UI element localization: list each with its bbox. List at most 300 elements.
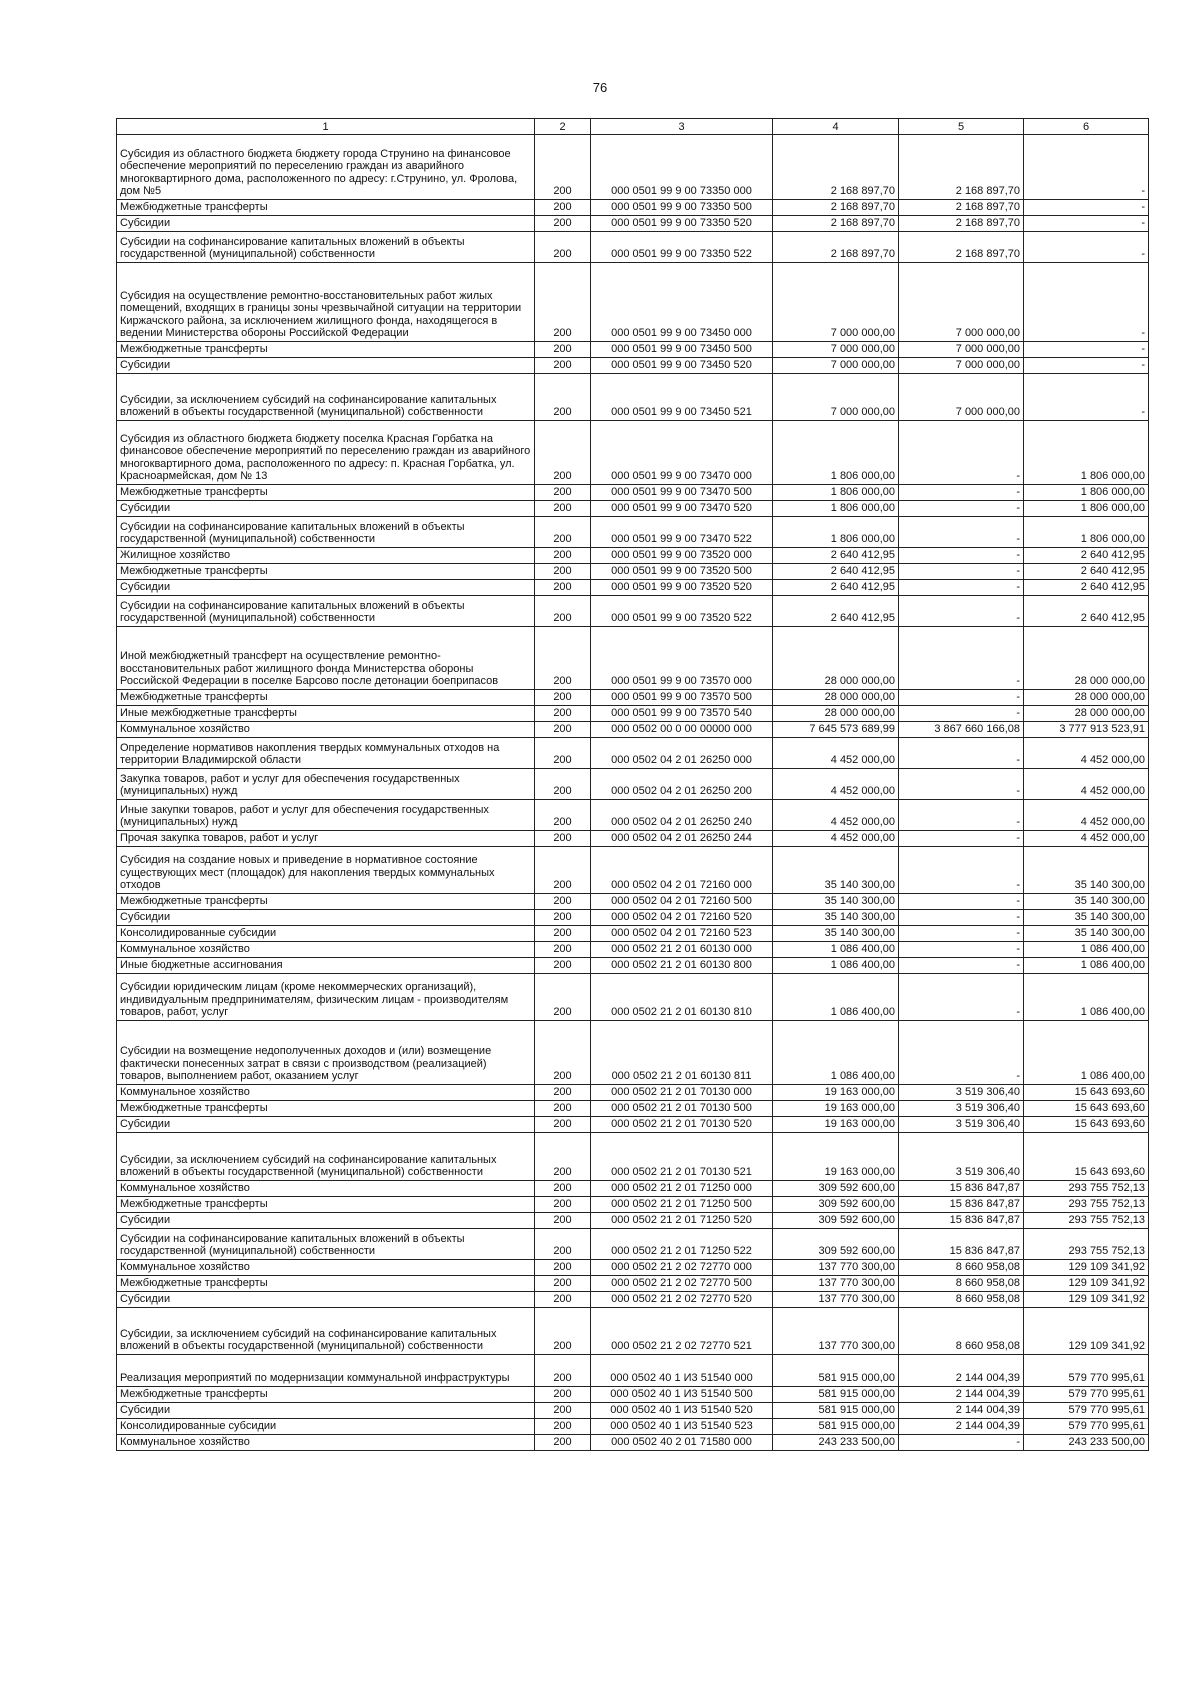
row-code: 000 0502 21 2 02 72770 000 xyxy=(591,1260,773,1276)
row-code: 000 0501 99 9 00 73450 521 xyxy=(591,374,773,421)
row-name: Субсидии на софинансирование капитальных вложений в объекты государственной (муниципальной) собственности xyxy=(117,1229,535,1260)
row-column-2: 200 xyxy=(535,1021,591,1085)
row-amount-4: 28 000 000,00 xyxy=(773,627,899,690)
table-row xyxy=(117,942,1149,958)
row-name: Межбюджетные трансферты xyxy=(117,1387,535,1403)
row-amount-4: 2 168 897,70 xyxy=(773,216,899,232)
row-amount-5: 2 144 004,39 xyxy=(899,1387,1024,1403)
row-amount-6: 1 806 000,00 xyxy=(1024,421,1149,485)
row-amount-5: 2 144 004,39 xyxy=(899,1403,1024,1419)
row-amount-4: 4 452 000,00 xyxy=(773,831,899,847)
row-column-2: 200 xyxy=(535,738,591,769)
row-amount-4: 2 640 412,95 xyxy=(773,548,899,564)
row-amount-4: 35 140 300,00 xyxy=(773,847,899,894)
row-name: Субсидии xyxy=(117,358,535,374)
table-row xyxy=(117,342,1149,358)
row-amount-5: - xyxy=(899,580,1024,596)
row-column-2: 200 xyxy=(535,1308,591,1355)
row-amount-4: 1 086 400,00 xyxy=(773,1021,899,1085)
row-code: 000 0502 40 2 01 71580 000 xyxy=(591,1435,773,1451)
row-amount-4: 1 806 000,00 xyxy=(773,501,899,517)
row-column-2: 200 xyxy=(535,564,591,580)
table-row xyxy=(117,831,1149,847)
row-amount-6: - xyxy=(1024,358,1149,374)
table-row xyxy=(117,722,1149,738)
row-column-2: 200 xyxy=(535,216,591,232)
table-row xyxy=(117,1276,1149,1292)
row-column-2: 200 xyxy=(535,1419,591,1435)
row-amount-4: 7 000 000,00 xyxy=(773,374,899,421)
table-row xyxy=(117,1229,1149,1260)
table-row xyxy=(117,1403,1149,1419)
row-column-2: 200 xyxy=(535,1117,591,1133)
row-name: Межбюджетные трансферты xyxy=(117,564,535,580)
row-column-2: 200 xyxy=(535,485,591,501)
row-column-2: 200 xyxy=(535,926,591,942)
row-code: 000 0502 21 2 01 71250 000 xyxy=(591,1181,773,1197)
row-code: 000 0502 21 2 01 70130 000 xyxy=(591,1085,773,1101)
row-amount-6: 28 000 000,00 xyxy=(1024,627,1149,690)
table-row xyxy=(117,485,1149,501)
row-amount-5: - xyxy=(899,596,1024,627)
row-amount-5: 7 000 000,00 xyxy=(899,374,1024,421)
row-name: Консолидированные субсидии xyxy=(117,926,535,942)
row-code: 000 0502 04 2 01 72160 000 xyxy=(591,847,773,894)
header-col-6: 6 xyxy=(1024,119,1149,135)
row-name: Коммунальное хозяйство xyxy=(117,1435,535,1451)
row-amount-4: 2 168 897,70 xyxy=(773,135,899,200)
row-amount-6: - xyxy=(1024,374,1149,421)
table-row xyxy=(117,564,1149,580)
row-name: Коммунальное хозяйство xyxy=(117,1181,535,1197)
row-amount-4: 7 000 000,00 xyxy=(773,358,899,374)
table-row xyxy=(117,910,1149,926)
row-amount-4: 309 592 600,00 xyxy=(773,1181,899,1197)
row-code: 000 0501 99 9 00 73520 000 xyxy=(591,548,773,564)
row-amount-6: 579 770 995,61 xyxy=(1024,1355,1149,1387)
row-code: 000 0501 99 9 00 73520 500 xyxy=(591,564,773,580)
row-amount-5: - xyxy=(899,548,1024,564)
page-number: 76 xyxy=(592,80,608,95)
row-amount-4: 137 770 300,00 xyxy=(773,1308,899,1355)
row-amount-6: 35 140 300,00 xyxy=(1024,926,1149,942)
row-name: Субсидии на возмещение недополученных доходов и (или) возмещение фактически понесенных затрат в связи с производством (реализацией) товаров, выполнением работ, оказанием услуг xyxy=(117,1021,535,1085)
row-amount-4: 19 163 000,00 xyxy=(773,1101,899,1117)
table-row xyxy=(117,800,1149,831)
row-amount-4: 7 000 000,00 xyxy=(773,342,899,358)
row-amount-4: 7 000 000,00 xyxy=(773,263,899,342)
row-amount-4: 581 915 000,00 xyxy=(773,1419,899,1435)
row-amount-6: 35 140 300,00 xyxy=(1024,894,1149,910)
row-code: 000 0502 00 0 00 00000 000 xyxy=(591,722,773,738)
row-amount-6: 2 640 412,95 xyxy=(1024,548,1149,564)
row-code: 000 0502 40 1 И3 51540 520 xyxy=(591,1403,773,1419)
table-row xyxy=(117,421,1149,485)
row-column-2: 200 xyxy=(535,501,591,517)
table-row xyxy=(117,706,1149,722)
row-name: Коммунальное хозяйство xyxy=(117,1085,535,1101)
row-amount-6: 579 770 995,61 xyxy=(1024,1419,1149,1435)
row-code: 000 0502 04 2 01 72160 520 xyxy=(591,910,773,926)
row-amount-5: 2 168 897,70 xyxy=(899,200,1024,216)
row-column-2: 200 xyxy=(535,958,591,974)
row-amount-6: - xyxy=(1024,216,1149,232)
row-amount-5: - xyxy=(899,831,1024,847)
row-code: 000 0501 99 9 00 73520 522 xyxy=(591,596,773,627)
table-row xyxy=(117,1181,1149,1197)
row-column-2: 200 xyxy=(535,421,591,485)
row-amount-5: - xyxy=(899,1021,1024,1085)
row-column-2: 200 xyxy=(535,1101,591,1117)
row-amount-4: 1 086 400,00 xyxy=(773,974,899,1021)
row-amount-6: 28 000 000,00 xyxy=(1024,690,1149,706)
row-amount-5: - xyxy=(899,769,1024,800)
row-amount-5: - xyxy=(899,627,1024,690)
table-row xyxy=(117,216,1149,232)
row-name: Коммунальное хозяйство xyxy=(117,722,535,738)
row-column-2: 200 xyxy=(535,1197,591,1213)
row-code: 000 0501 99 9 00 73450 520 xyxy=(591,358,773,374)
row-amount-6: 579 770 995,61 xyxy=(1024,1403,1149,1419)
row-code: 000 0501 99 9 00 73450 000 xyxy=(591,263,773,342)
row-amount-5: 8 660 958,08 xyxy=(899,1260,1024,1276)
table-row xyxy=(117,690,1149,706)
row-amount-6: 15 643 693,60 xyxy=(1024,1117,1149,1133)
row-column-2: 200 xyxy=(535,374,591,421)
row-column-2: 200 xyxy=(535,1403,591,1419)
row-code: 000 0502 21 2 01 71250 500 xyxy=(591,1197,773,1213)
row-name: Субсидии xyxy=(117,501,535,517)
table-row xyxy=(117,1308,1149,1355)
row-amount-5: 2 168 897,70 xyxy=(899,232,1024,263)
row-column-2: 200 xyxy=(535,1387,591,1403)
row-amount-5: 7 000 000,00 xyxy=(899,263,1024,342)
row-column-2: 200 xyxy=(535,517,591,548)
row-amount-6: 35 140 300,00 xyxy=(1024,847,1149,894)
table-row xyxy=(117,232,1149,263)
row-code: 000 0502 21 2 01 70130 500 xyxy=(591,1101,773,1117)
row-amount-4: 28 000 000,00 xyxy=(773,706,899,722)
row-code: 000 0502 21 2 02 72770 521 xyxy=(591,1308,773,1355)
table-row xyxy=(117,1021,1149,1085)
row-amount-4: 4 452 000,00 xyxy=(773,800,899,831)
row-amount-6: 3 777 913 523,91 xyxy=(1024,722,1149,738)
row-amount-5: - xyxy=(899,706,1024,722)
row-column-2: 200 xyxy=(535,1276,591,1292)
row-name: Субсидии xyxy=(117,216,535,232)
table-row xyxy=(117,847,1149,894)
row-name: Субсидии, за исключением субсидий на софинансирование капитальных вложений в объекты государственной (муниципальной) собственности xyxy=(117,374,535,421)
row-amount-5: - xyxy=(899,958,1024,974)
row-amount-4: 19 163 000,00 xyxy=(773,1117,899,1133)
row-code: 000 0501 99 9 00 73350 000 xyxy=(591,135,773,200)
row-code: 000 0502 21 2 01 60130 810 xyxy=(591,974,773,1021)
row-amount-6: 1 086 400,00 xyxy=(1024,958,1149,974)
row-column-2: 200 xyxy=(535,706,591,722)
row-code: 000 0502 40 1 И3 51540 523 xyxy=(591,1419,773,1435)
row-name: Субсидии xyxy=(117,1292,535,1308)
row-amount-6: 1 086 400,00 xyxy=(1024,942,1149,958)
row-amount-6: 1 086 400,00 xyxy=(1024,1021,1149,1085)
row-amount-6: 15 643 693,60 xyxy=(1024,1085,1149,1101)
row-name: Коммунальное хозяйство xyxy=(117,1260,535,1276)
row-code: 000 0502 04 2 01 26250 244 xyxy=(591,831,773,847)
table-row xyxy=(117,1117,1149,1133)
row-amount-6: 243 233 500,00 xyxy=(1024,1435,1149,1451)
row-column-2: 200 xyxy=(535,800,591,831)
row-name: Субсидии xyxy=(117,580,535,596)
row-amount-6: 4 452 000,00 xyxy=(1024,800,1149,831)
row-name: Субсидия на осуществление ремонтно-восстановительных работ жилых помещений, входящих в границы зоны чрезвычайной ситуации на территории Киржачского района, за исключением жилищного фонда, находящегося в ведении Министерства обороны Российской Федерации xyxy=(117,263,535,342)
row-amount-4: 309 592 600,00 xyxy=(773,1197,899,1213)
row-column-2: 200 xyxy=(535,894,591,910)
row-column-2: 200 xyxy=(535,135,591,200)
row-column-2: 200 xyxy=(535,1435,591,1451)
row-amount-5: 8 660 958,08 xyxy=(899,1276,1024,1292)
row-amount-6: 1 806 000,00 xyxy=(1024,501,1149,517)
row-amount-4: 1 806 000,00 xyxy=(773,517,899,548)
row-column-2: 200 xyxy=(535,342,591,358)
row-amount-6: 1 806 000,00 xyxy=(1024,517,1149,548)
row-amount-6: 4 452 000,00 xyxy=(1024,769,1149,800)
row-amount-4: 581 915 000,00 xyxy=(773,1403,899,1419)
row-code: 000 0502 04 2 01 72160 500 xyxy=(591,894,773,910)
row-amount-4: 4 452 000,00 xyxy=(773,769,899,800)
row-code: 000 0501 99 9 00 73350 520 xyxy=(591,216,773,232)
row-code: 000 0502 21 2 01 60130 800 xyxy=(591,958,773,974)
row-amount-5: 15 836 847,87 xyxy=(899,1213,1024,1229)
table-row xyxy=(117,501,1149,517)
row-column-2: 200 xyxy=(535,1260,591,1276)
row-column-2: 200 xyxy=(535,1085,591,1101)
table-row xyxy=(117,1101,1149,1117)
table-row xyxy=(117,358,1149,374)
row-column-2: 200 xyxy=(535,1292,591,1308)
row-amount-5: - xyxy=(899,738,1024,769)
row-amount-5: 2 168 897,70 xyxy=(899,135,1024,200)
row-column-2: 200 xyxy=(535,232,591,263)
row-amount-4: 35 140 300,00 xyxy=(773,926,899,942)
table-row xyxy=(117,135,1149,200)
row-code: 000 0502 21 2 01 60130 000 xyxy=(591,942,773,958)
row-column-2: 200 xyxy=(535,1133,591,1181)
row-amount-6: 4 452 000,00 xyxy=(1024,831,1149,847)
row-amount-6: - xyxy=(1024,135,1149,200)
row-name: Субсидии, за исключением субсидий на софинансирование капитальных вложений в объекты государственной (муниципальной) собственности xyxy=(117,1308,535,1355)
row-amount-6: 579 770 995,61 xyxy=(1024,1387,1149,1403)
table-row xyxy=(117,974,1149,1021)
row-amount-5: 3 519 306,40 xyxy=(899,1085,1024,1101)
row-amount-6: 293 755 752,13 xyxy=(1024,1213,1149,1229)
row-name: Субсидии на софинансирование капитальных вложений в объекты государственной (муниципальной) собственности xyxy=(117,232,535,263)
row-code: 000 0502 21 2 01 71250 522 xyxy=(591,1229,773,1260)
row-name: Субсидии xyxy=(117,1213,535,1229)
table-row xyxy=(117,1387,1149,1403)
row-amount-4: 1 086 400,00 xyxy=(773,942,899,958)
row-amount-6: 129 109 341,92 xyxy=(1024,1260,1149,1276)
row-amount-6: 129 109 341,92 xyxy=(1024,1276,1149,1292)
row-name: Межбюджетные трансферты xyxy=(117,690,535,706)
table-row xyxy=(117,374,1149,421)
row-column-2: 200 xyxy=(535,1181,591,1197)
row-amount-4: 35 140 300,00 xyxy=(773,894,899,910)
row-amount-6: 2 640 412,95 xyxy=(1024,564,1149,580)
table-row xyxy=(117,263,1149,342)
header-col-3: 3 xyxy=(591,119,773,135)
table-row xyxy=(117,548,1149,564)
row-name: Межбюджетные трансферты xyxy=(117,485,535,501)
row-name: Субсидии xyxy=(117,910,535,926)
row-amount-4: 7 645 573 689,99 xyxy=(773,722,899,738)
row-amount-6: 28 000 000,00 xyxy=(1024,706,1149,722)
row-amount-6: 15 643 693,60 xyxy=(1024,1133,1149,1181)
row-column-2: 200 xyxy=(535,358,591,374)
row-amount-5: - xyxy=(899,942,1024,958)
row-amount-4: 137 770 300,00 xyxy=(773,1260,899,1276)
row-amount-6: 293 755 752,13 xyxy=(1024,1197,1149,1213)
row-name: Межбюджетные трансферты xyxy=(117,200,535,216)
row-amount-5: - xyxy=(899,485,1024,501)
row-amount-6: - xyxy=(1024,263,1149,342)
row-column-2: 200 xyxy=(535,200,591,216)
row-amount-6: 129 109 341,92 xyxy=(1024,1292,1149,1308)
row-name: Межбюджетные трансферты xyxy=(117,342,535,358)
row-amount-4: 35 140 300,00 xyxy=(773,910,899,926)
table-row xyxy=(117,1133,1149,1181)
row-column-2: 200 xyxy=(535,1213,591,1229)
row-amount-4: 1 806 000,00 xyxy=(773,421,899,485)
row-name: Межбюджетные трансферты xyxy=(117,1276,535,1292)
row-name: Межбюджетные трансферты xyxy=(117,1197,535,1213)
row-amount-5: 3 519 306,40 xyxy=(899,1117,1024,1133)
row-amount-4: 309 592 600,00 xyxy=(773,1229,899,1260)
row-name: Иные межбюджетные трансферты xyxy=(117,706,535,722)
row-amount-5: - xyxy=(899,894,1024,910)
row-code: 000 0502 21 2 01 71250 520 xyxy=(591,1213,773,1229)
row-amount-4: 2 640 412,95 xyxy=(773,564,899,580)
row-column-2: 200 xyxy=(535,690,591,706)
row-column-2: 200 xyxy=(535,1229,591,1260)
table-row xyxy=(117,1260,1149,1276)
row-amount-5: 3 519 306,40 xyxy=(899,1101,1024,1117)
row-amount-6: 2 640 412,95 xyxy=(1024,596,1149,627)
row-code: 000 0501 99 9 00 73470 520 xyxy=(591,501,773,517)
row-amount-5: 3 519 306,40 xyxy=(899,1133,1024,1181)
row-column-2: 200 xyxy=(535,831,591,847)
row-code: 000 0501 99 9 00 73570 540 xyxy=(591,706,773,722)
row-amount-6: 293 755 752,13 xyxy=(1024,1181,1149,1197)
row-amount-6: - xyxy=(1024,342,1149,358)
header-col-2: 2 xyxy=(535,119,591,135)
row-name: Определение нормативов накопления твердых коммунальных отходов на территории Владимирской области xyxy=(117,738,535,769)
row-name: Межбюджетные трансферты xyxy=(117,1101,535,1117)
row-code: 000 0502 04 2 01 26250 200 xyxy=(591,769,773,800)
row-amount-5: - xyxy=(899,690,1024,706)
row-amount-4: 19 163 000,00 xyxy=(773,1085,899,1101)
row-amount-6: 35 140 300,00 xyxy=(1024,910,1149,926)
row-amount-4: 1 806 000,00 xyxy=(773,485,899,501)
row-amount-4: 137 770 300,00 xyxy=(773,1292,899,1308)
row-amount-6: 293 755 752,13 xyxy=(1024,1229,1149,1260)
row-amount-4: 2 640 412,95 xyxy=(773,596,899,627)
row-column-2: 200 xyxy=(535,769,591,800)
row-amount-5: - xyxy=(899,517,1024,548)
row-amount-4: 2 168 897,70 xyxy=(773,232,899,263)
row-amount-5: - xyxy=(899,974,1024,1021)
row-column-2: 200 xyxy=(535,847,591,894)
row-amount-4: 1 086 400,00 xyxy=(773,958,899,974)
table-row xyxy=(117,580,1149,596)
row-name: Субсидии на софинансирование капитальных вложений в объекты государственной (муниципальной) собственности xyxy=(117,596,535,627)
table-row xyxy=(117,200,1149,216)
budget-table xyxy=(116,118,1149,1451)
row-code: 000 0501 99 9 00 73470 500 xyxy=(591,485,773,501)
header-col-5: 5 xyxy=(899,119,1024,135)
row-code: 000 0501 99 9 00 73350 500 xyxy=(591,200,773,216)
row-amount-4: 581 915 000,00 xyxy=(773,1355,899,1387)
row-column-2: 200 xyxy=(535,1355,591,1387)
row-name: Закупка товаров, работ и услуг для обеспечения государственных (муниципальных) нужд xyxy=(117,769,535,800)
table-row xyxy=(117,1197,1149,1213)
table-header xyxy=(117,119,1149,135)
row-amount-4: 243 233 500,00 xyxy=(773,1435,899,1451)
row-amount-4: 28 000 000,00 xyxy=(773,690,899,706)
row-column-2: 200 xyxy=(535,974,591,1021)
row-amount-6: - xyxy=(1024,232,1149,263)
table-row xyxy=(117,894,1149,910)
row-code: 000 0502 04 2 01 26250 000 xyxy=(591,738,773,769)
row-amount-6: 15 643 693,60 xyxy=(1024,1101,1149,1117)
row-amount-5: - xyxy=(899,910,1024,926)
row-code: 000 0501 99 9 00 73350 522 xyxy=(591,232,773,263)
row-column-2: 200 xyxy=(535,627,591,690)
row-name: Субсидия на создание новых и приведение в нормативное состояние существующих мест (площадок) для накопления твердых коммунальных отходов xyxy=(117,847,535,894)
table-row xyxy=(117,1435,1149,1451)
row-amount-4: 137 770 300,00 xyxy=(773,1276,899,1292)
table-row xyxy=(117,1085,1149,1101)
row-code: 000 0502 21 2 02 72770 500 xyxy=(591,1276,773,1292)
row-amount-6: 1 086 400,00 xyxy=(1024,974,1149,1021)
row-amount-5: 15 836 847,87 xyxy=(899,1181,1024,1197)
table-body xyxy=(117,135,1149,1451)
row-amount-5: 8 660 958,08 xyxy=(899,1308,1024,1355)
row-name: Субсидии xyxy=(117,1403,535,1419)
row-column-2: 200 xyxy=(535,263,591,342)
row-code: 000 0501 99 9 00 73520 520 xyxy=(591,580,773,596)
row-amount-4: 19 163 000,00 xyxy=(773,1133,899,1181)
table-row xyxy=(117,596,1149,627)
row-code: 000 0501 99 9 00 73470 000 xyxy=(591,421,773,485)
table-row xyxy=(117,769,1149,800)
row-amount-6: - xyxy=(1024,200,1149,216)
table-row xyxy=(117,958,1149,974)
row-name: Субсидии xyxy=(117,1117,535,1133)
row-name: Иные бюджетные ассигнования xyxy=(117,958,535,974)
row-code: 000 0501 99 9 00 73570 000 xyxy=(591,627,773,690)
row-code: 000 0502 04 2 01 72160 523 xyxy=(591,926,773,942)
row-code: 000 0501 99 9 00 73470 522 xyxy=(591,517,773,548)
row-amount-5: - xyxy=(899,1435,1024,1451)
row-amount-4: 4 452 000,00 xyxy=(773,738,899,769)
row-column-2: 200 xyxy=(535,596,591,627)
row-code: 000 0501 99 9 00 73570 500 xyxy=(591,690,773,706)
row-column-2: 200 xyxy=(535,942,591,958)
row-name: Иные закупки товаров, работ и услуг для обеспечения государственных (муниципальных) нужд xyxy=(117,800,535,831)
row-name: Консолидированные субсидии xyxy=(117,1419,535,1435)
row-name: Субсидия из областного бюджета бюджету поселка Красная Горбатка на финансовое обеспечение мероприятий по переселению граждан из аварийного многоквартирного дома, расположенного по адресу: п. Красная Горбатка, ул. Красноармейская, дом № 13 xyxy=(117,421,535,485)
table-row xyxy=(117,1419,1149,1435)
table-row xyxy=(117,627,1149,690)
